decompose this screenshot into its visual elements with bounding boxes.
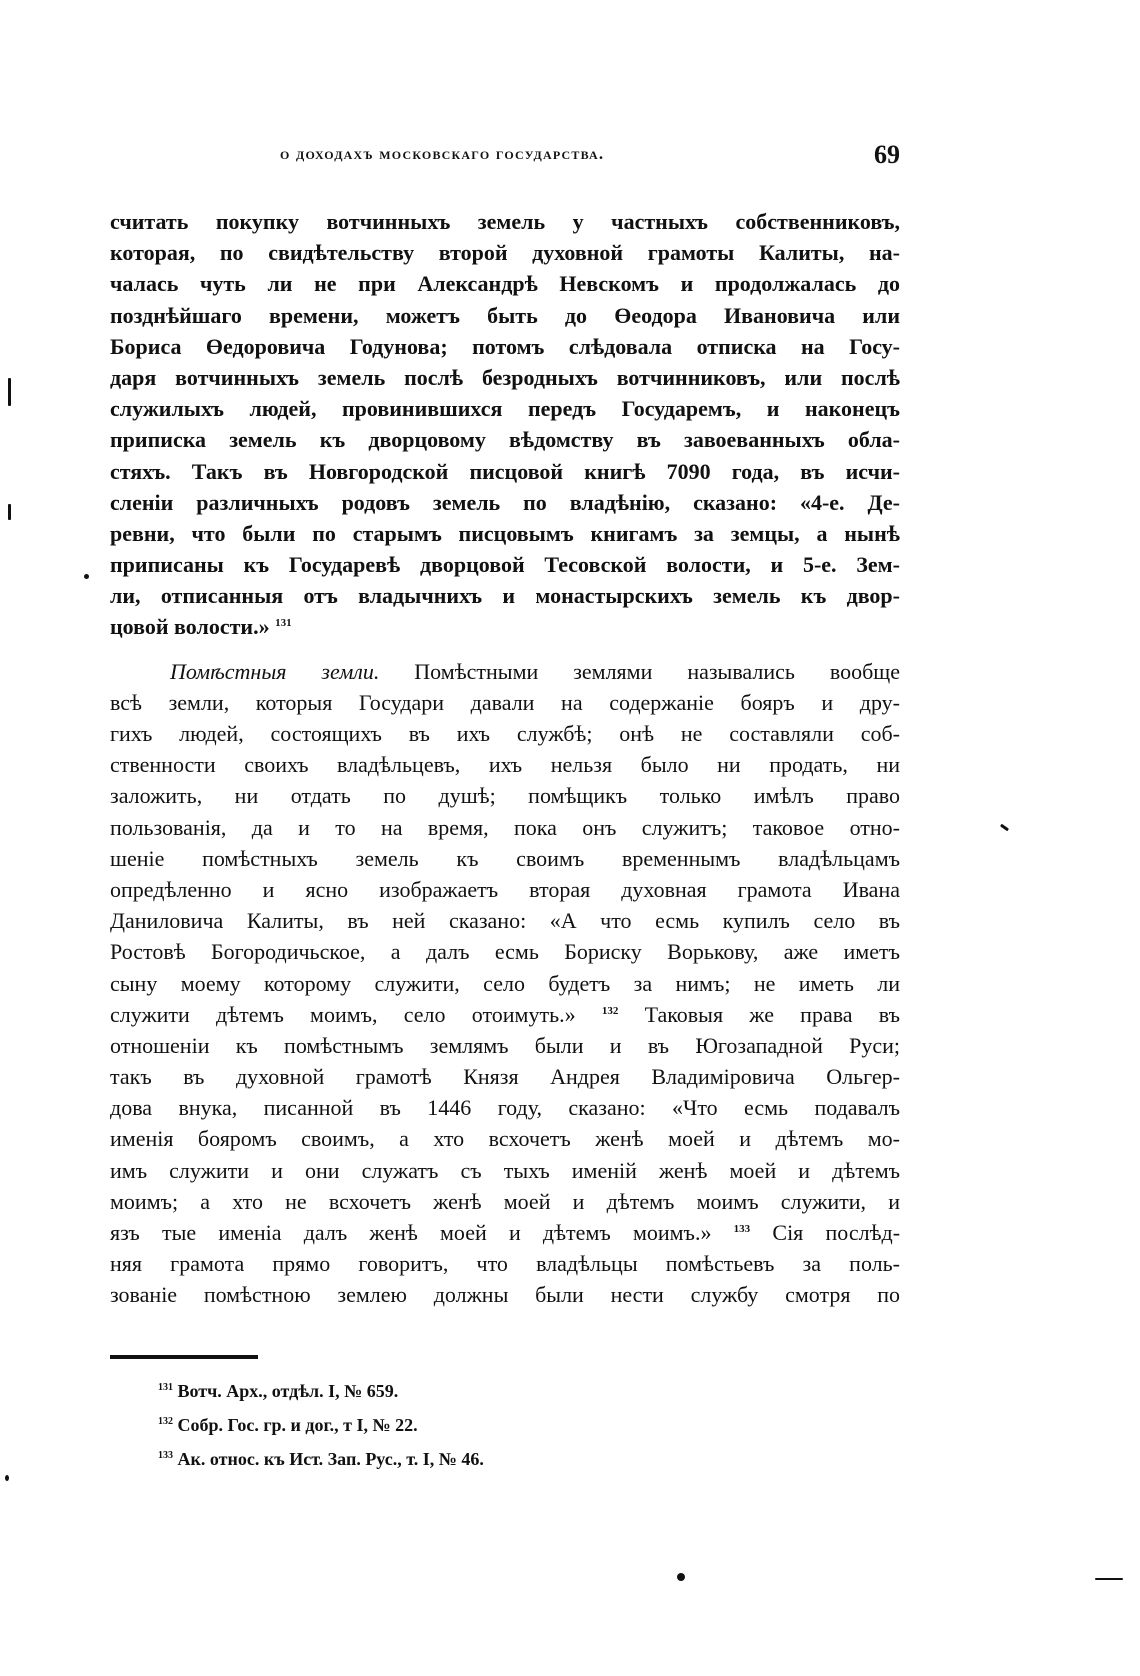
text-line: отношеніи къ помѣстнымъ землямъ были и въ Югозападной Руси; <box>110 1032 900 1058</box>
running-title: о доходахъ московскаго государства. <box>280 144 605 163</box>
footnote-text: Вотч. Арх., отдѣл. I, № 659. <box>177 1381 399 1401</box>
text-fragment: служити дѣтемъ моимъ, село отоимуть.» <box>110 1001 576 1027</box>
footnote <box>158 1408 484 1442</box>
footnote-number: 133 <box>158 1450 173 1461</box>
page-number: 69 <box>874 140 900 169</box>
text-line: ли, отписанныя отъ владычнихъ и монастырскихъ земель къ двор- <box>110 583 900 609</box>
page-header <box>110 140 900 174</box>
footnote-ref: 131 <box>275 617 292 630</box>
text-line: зованіе помѣстною землею должны были нести службу смотря по <box>110 1282 900 1308</box>
footnotes <box>158 1374 484 1476</box>
text-line: всѣ земли, которыя Государи давали на содержаніе бояръ и дру- <box>110 689 900 715</box>
text-line: гихъ людей, состоящихъ въ ихъ службѣ; онѣ не составляли соб- <box>110 721 900 746</box>
text-line: приписаны къ Государевѣ дворцовой Тесовской волости, и 5-е. Зем- <box>110 552 900 578</box>
footnote <box>158 1374 484 1408</box>
text-line: считать покупку вотчинныхъ земель у частныхъ собственниковъ, <box>110 209 900 234</box>
footnote-ref: 133 <box>733 1223 751 1235</box>
text-fragment: Сія послѣд- <box>772 1220 900 1245</box>
text-fragment: цовой волости.» <box>110 614 270 640</box>
text-line: пользованія, да и то на время, пока онъ служитъ; таковое отно- <box>110 814 900 840</box>
text-line: заложить, ни отдать по душѣ; помѣщикъ только имѣлъ право <box>110 783 900 809</box>
footnote <box>158 1442 484 1476</box>
footnote-number: 132 <box>158 1416 173 1427</box>
scan-mark <box>8 378 11 406</box>
footnote-number: 131 <box>158 1382 173 1393</box>
scan-mark <box>8 504 11 520</box>
scan-mark <box>1095 1578 1123 1580</box>
text-line: сленіи различныхъ родовъ земель по владѣнію, сказано: «4-е. Де- <box>110 489 900 515</box>
scan-mark <box>84 574 89 579</box>
scan-mark <box>1000 824 1009 832</box>
body-text <box>110 206 900 1311</box>
text-line: сыну моему которому служити, село будетъ за нимъ; не иметь ли <box>110 970 900 996</box>
text-line: шеніе помѣстныхъ земель къ своимъ временнымъ владѣльцамъ <box>110 845 900 871</box>
text-fragment: Таковыя же права въ <box>644 1001 900 1027</box>
text-line: стяхъ. Такъ въ Новгородской писцовой книгѣ 7090 года, въ исчи- <box>110 458 900 484</box>
text-line: такъ въ духовной грамотѣ Князя Андрея Владиміровича Ольгер- <box>110 1064 900 1090</box>
text-line: моимъ; а хто не всхочетъ женѣ моей и дѣтемъ моимъ служити, и <box>110 1188 900 1214</box>
text-line <box>110 656 900 687</box>
text-line: ревни, что были по старымъ писцовымъ книгамъ за земцы, а нынѣ <box>110 520 900 546</box>
text-line: опредѣленно и ясно изображаетъ вторая духовная грамота Ивана <box>110 876 900 902</box>
text-line: няя грамота прямо говоритъ, что владѣльцы помѣстьевъ за поль- <box>110 1251 900 1277</box>
text-fragment: язъ тые именіа далъ женѣ моей и дѣтемъ моимъ.» <box>110 1220 712 1245</box>
text-line: имъ служити и они служатъ съ тыхъ именій женѣ моей и дѣтемъ <box>110 1157 900 1183</box>
scan-mark <box>677 1573 685 1581</box>
text-line: даря вотчинныхъ земель послѣ безродныхъ вотчинниковъ, или послѣ <box>110 364 900 390</box>
text-line: служилыхъ людей, провинившихся передъ Государемъ, и наконецъ <box>110 396 900 422</box>
scan-mark <box>5 1475 9 1481</box>
footnote-rule <box>110 1355 258 1359</box>
text-line: Даниловича Калиты, въ ней сказано: «А что есмь купилъ село въ <box>110 908 900 934</box>
text-line: именія бояромъ своимъ, а хто всхочетъ женѣ моей и дѣтемъ мо- <box>110 1126 900 1152</box>
text-line: Бориса Өедоровича Годунова; потомъ слѣдовала отписка на Госу- <box>110 333 900 359</box>
text-line: приписка земель къ дворцовому вѣдомству въ завоеванныхъ обла- <box>110 427 900 453</box>
text-line: Ростовѣ Богородичьское, а далъ есмь Бориску Ворькову, аже иметъ <box>110 939 900 965</box>
text-line <box>110 999 900 1030</box>
text-line: чалась чуть ли не при Александрѣ Невскомъ и продолжалась до <box>110 271 900 297</box>
footnote-text: Ак. относ. къ Ист. Зап. Рус., т. I, № 46. <box>177 1449 484 1469</box>
text-line: которая, по свидѣтельству второй духовной грамоты Калиты, на- <box>110 240 900 266</box>
text-fragment: Помѣстными землями назывались вообще <box>414 658 900 684</box>
text-line <box>110 1217 900 1248</box>
footnote-ref: 132 <box>601 1004 619 1017</box>
footnote-text: Собр. Гос. гр. и дог., т I, № 22. <box>177 1415 418 1435</box>
text-line: ственности своихъ владѣльцевъ, ихъ нельзя было ни продать, ни <box>110 752 900 778</box>
text-line: дова внука, писанной въ 1446 году, сказано: «Что есмь подавалъ <box>110 1095 900 1121</box>
text-line <box>110 611 900 642</box>
text-line: позднѣйшаго времени, можетъ быть до Өеодора Ивановича или <box>110 302 900 328</box>
section-heading: Помѣстныя земли. <box>170 658 380 684</box>
